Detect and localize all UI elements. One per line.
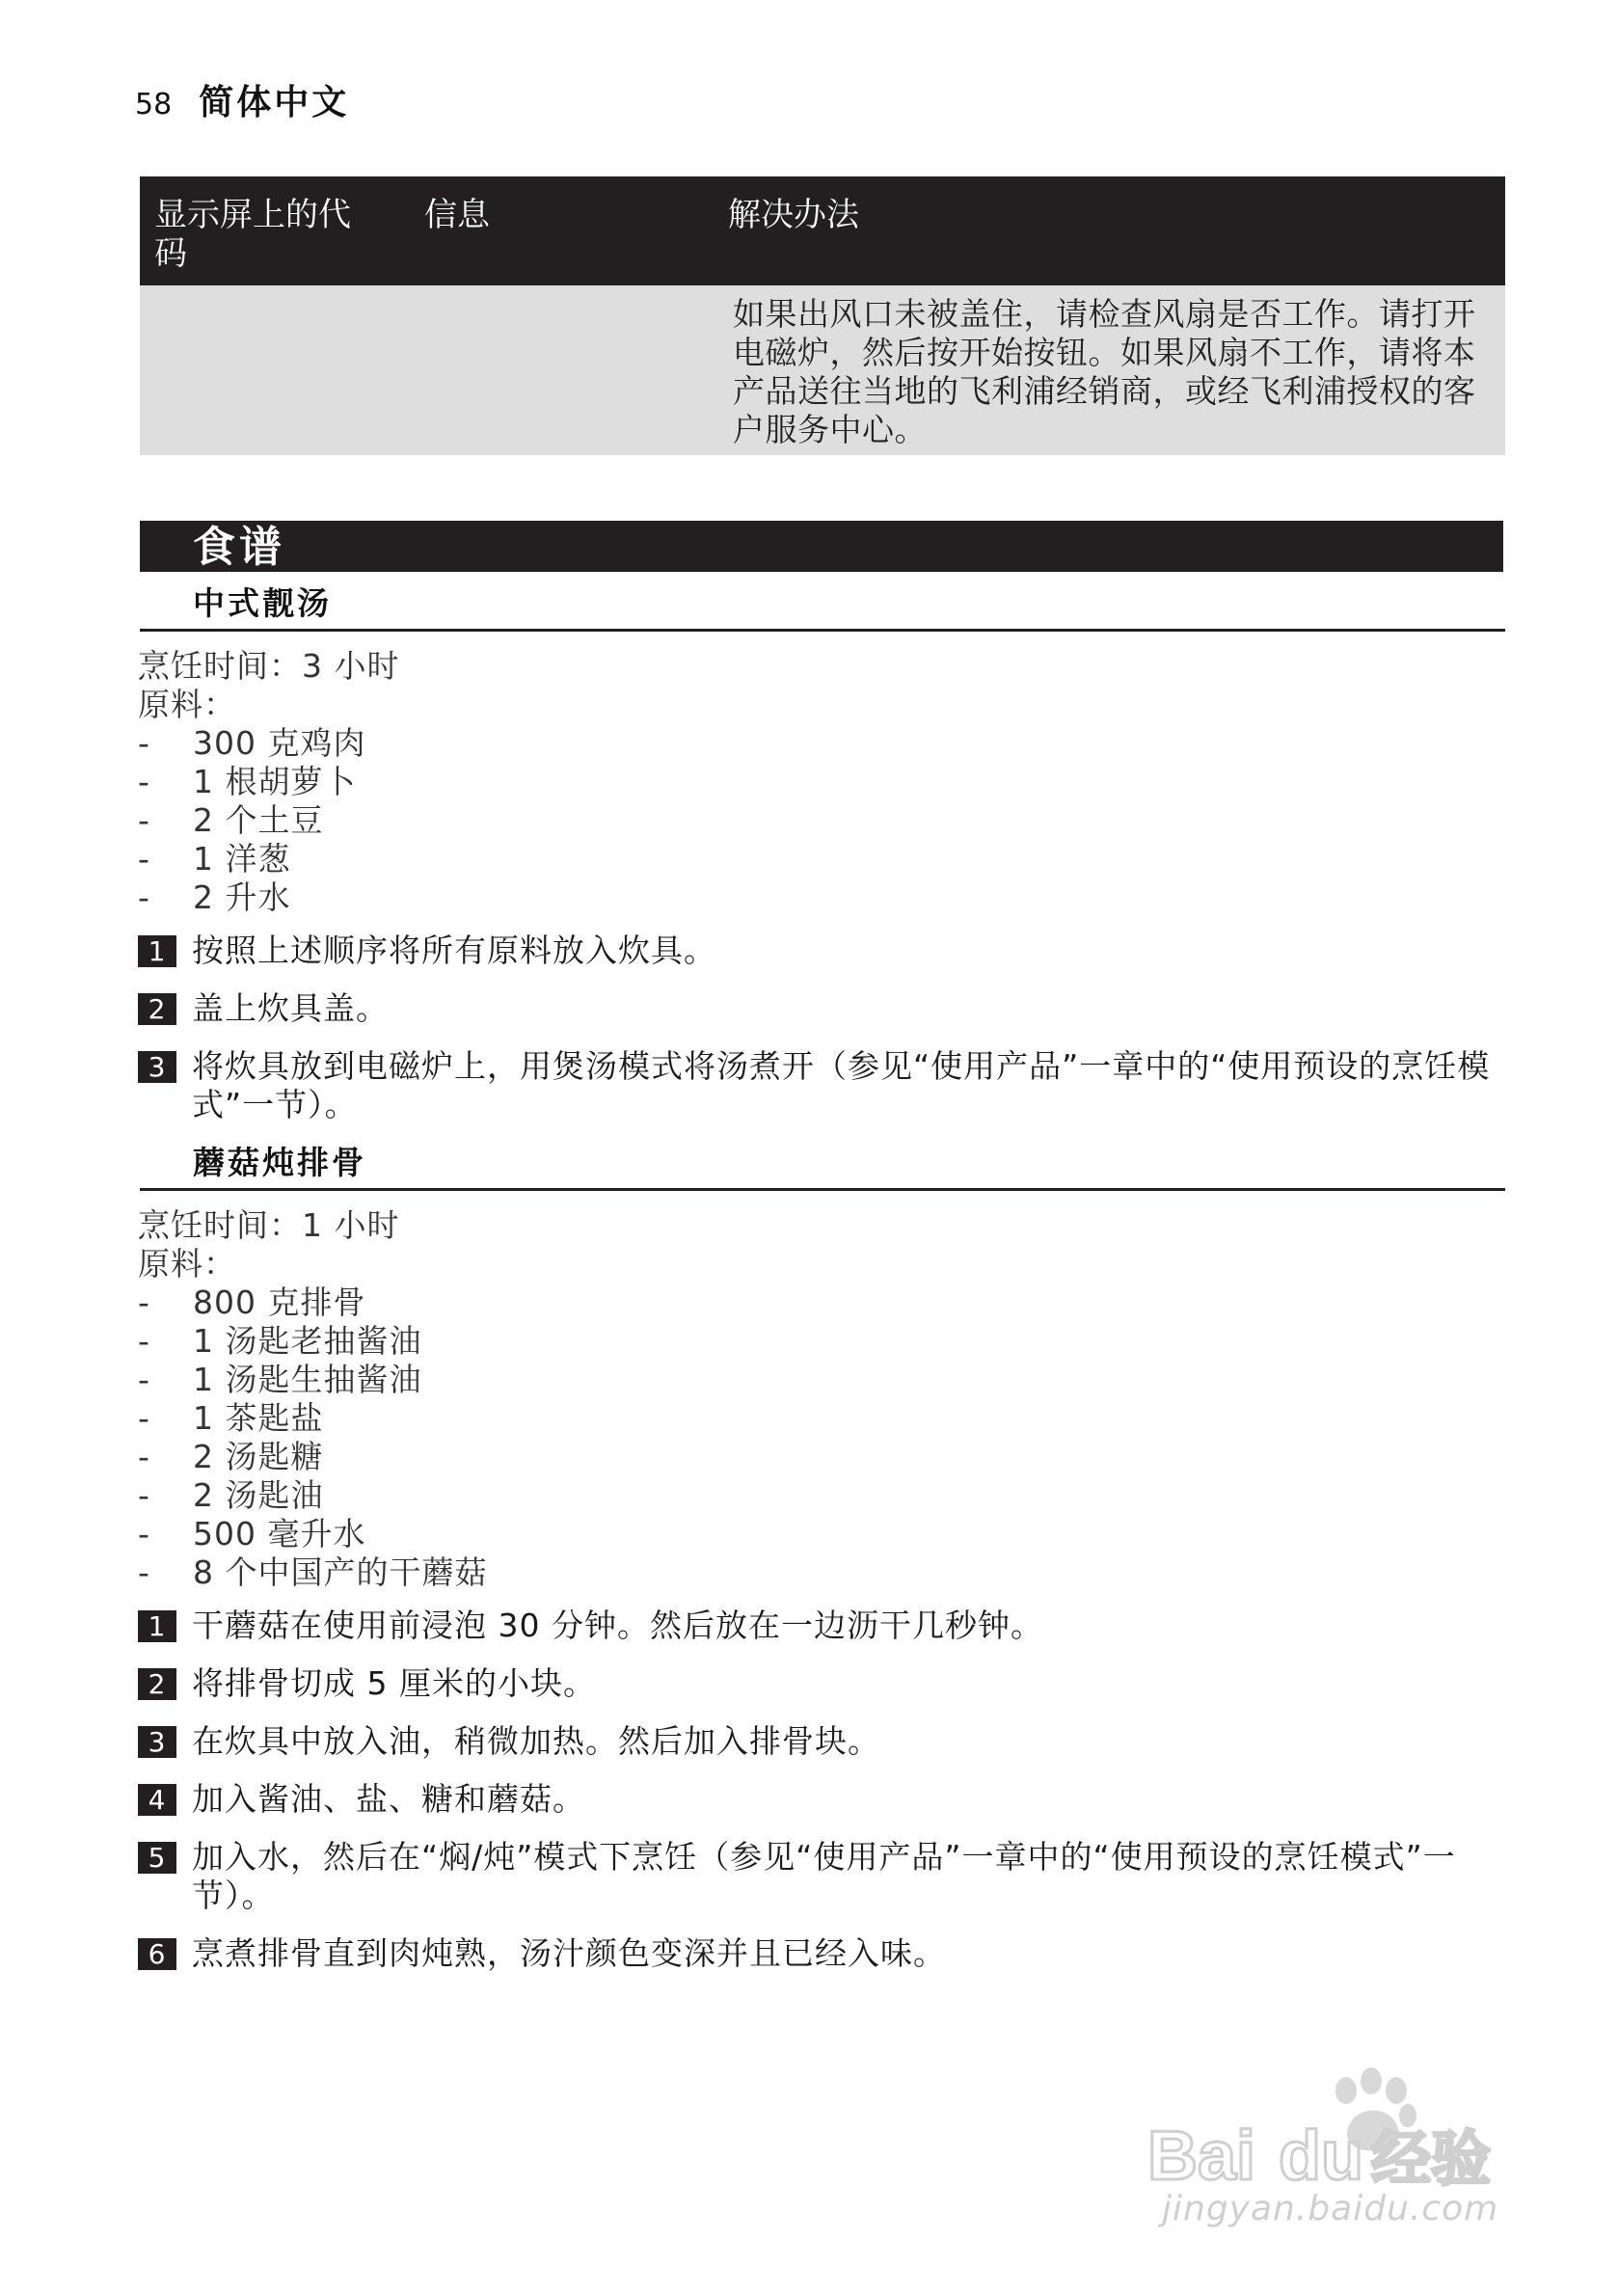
ingredients-label: 原料：: [138, 686, 236, 723]
ingredient-item: - 2 汤匙糖: [138, 1438, 324, 1475]
step-text: 盖上炊具盖。: [192, 989, 389, 1027]
table-header-row: [140, 176, 1505, 285]
divider: [140, 1188, 1505, 1191]
ingredient-item: - 800 克排骨: [138, 1283, 366, 1321]
ingredient-item: - 300 克鸡肉: [138, 724, 366, 762]
step-text: 将排骨切成 5 厘米的小块。: [192, 1664, 596, 1702]
step-number: 2: [138, 1668, 176, 1700]
cooking-time: 烹饪时间：1 小时: [138, 1206, 400, 1244]
step-number: 1: [138, 1610, 176, 1642]
step-text: 干蘑菇在使用前浸泡 30 分钟。然后放在一边沥干几秒钟。: [192, 1607, 1043, 1644]
ingredient-item: - 1 洋葱: [138, 840, 291, 878]
ingredient-item: - 1 根胡萝卜: [138, 763, 357, 800]
language-label: 简体中文: [199, 83, 350, 122]
ingredient-item: - 2 个土豆: [138, 801, 324, 839]
step-text: 在炊具中放入油，稍微加热。然后加入排骨块。: [192, 1722, 880, 1760]
watermark-url: jingyan.baidu.com: [1162, 2189, 1499, 2228]
ingredient-item: - 1 汤匙生抽酱油: [138, 1361, 422, 1398]
baidu-watermark-logo: [1147, 2064, 1514, 2189]
step-text: 烹煮排骨直到肉炖熟，汤汁颜色变深并且已经入味。: [192, 1934, 946, 1972]
ingredient-item: - 2 汤匙油: [138, 1476, 324, 1514]
table-row: [140, 285, 1505, 455]
step-text: 按照上述顺序将所有原料放入炊具。: [192, 932, 716, 969]
recipe-title: 蘑菇炖排骨: [193, 1144, 366, 1181]
step-number: 3: [138, 1726, 176, 1758]
divider: [140, 629, 1505, 632]
step-number: 1: [138, 935, 176, 967]
ingredient-item: - 2 升水: [138, 878, 291, 916]
ingredient-item: - 1 汤匙老抽酱油: [138, 1322, 422, 1360]
step-number: 5: [138, 1842, 176, 1874]
ingredient-item: - 8 个中国产的干蘑菇: [138, 1553, 488, 1591]
svg-text:Bai: Bai: [1147, 2118, 1256, 2189]
svg-text:经验: 经验: [1371, 2123, 1492, 2189]
header-info: 信息: [424, 196, 490, 234]
step-text: 加入酱油、盐、糖和蘑菇。: [192, 1780, 585, 1818]
page-number: 58: [135, 88, 173, 122]
section-header-recipes: [140, 521, 1503, 572]
step-number: 2: [138, 993, 176, 1025]
ingredient-item: - 1 茶匙盐: [138, 1399, 324, 1437]
step-text: 加入水，然后在“焖/炖”模式下烹饪（参见“使用产品”一章中的“使用预设的烹饪模式”一节）。: [192, 1838, 1456, 1914]
step-text: 将炊具放到电磁炉上，用煲汤模式将汤煮开（参见“使用产品”一章中的“使用预设的烹饪模式”一节）。: [192, 1047, 1491, 1123]
troubleshooting-table: [140, 176, 1505, 455]
step-number: 6: [138, 1938, 176, 1970]
ingredients-label: 原料：: [138, 1245, 236, 1283]
solution-cell: 如果出风口未被盖住，请检查风扇是否工作。请打开电磁炉，然后按开始按钮。如果风扇不工作，请将本产品送往当地的飞利浦经销商，或经飞利浦授权的客户服务中心。: [733, 295, 1476, 448]
step-number: 3: [138, 1051, 176, 1083]
page-header: [135, 75, 349, 124]
ingredient-item: - 500 毫升水: [138, 1515, 366, 1553]
step-number: 4: [138, 1784, 176, 1816]
svg-text:du: du: [1279, 2118, 1363, 2189]
section-title: 食谱: [193, 523, 285, 572]
header-solution: 解决办法: [728, 196, 859, 234]
recipe-title: 中式靓汤: [193, 584, 332, 622]
header-code: 显示屏上的代码: [154, 196, 351, 273]
cooking-time: 烹饪时间：3 小时: [138, 647, 400, 685]
